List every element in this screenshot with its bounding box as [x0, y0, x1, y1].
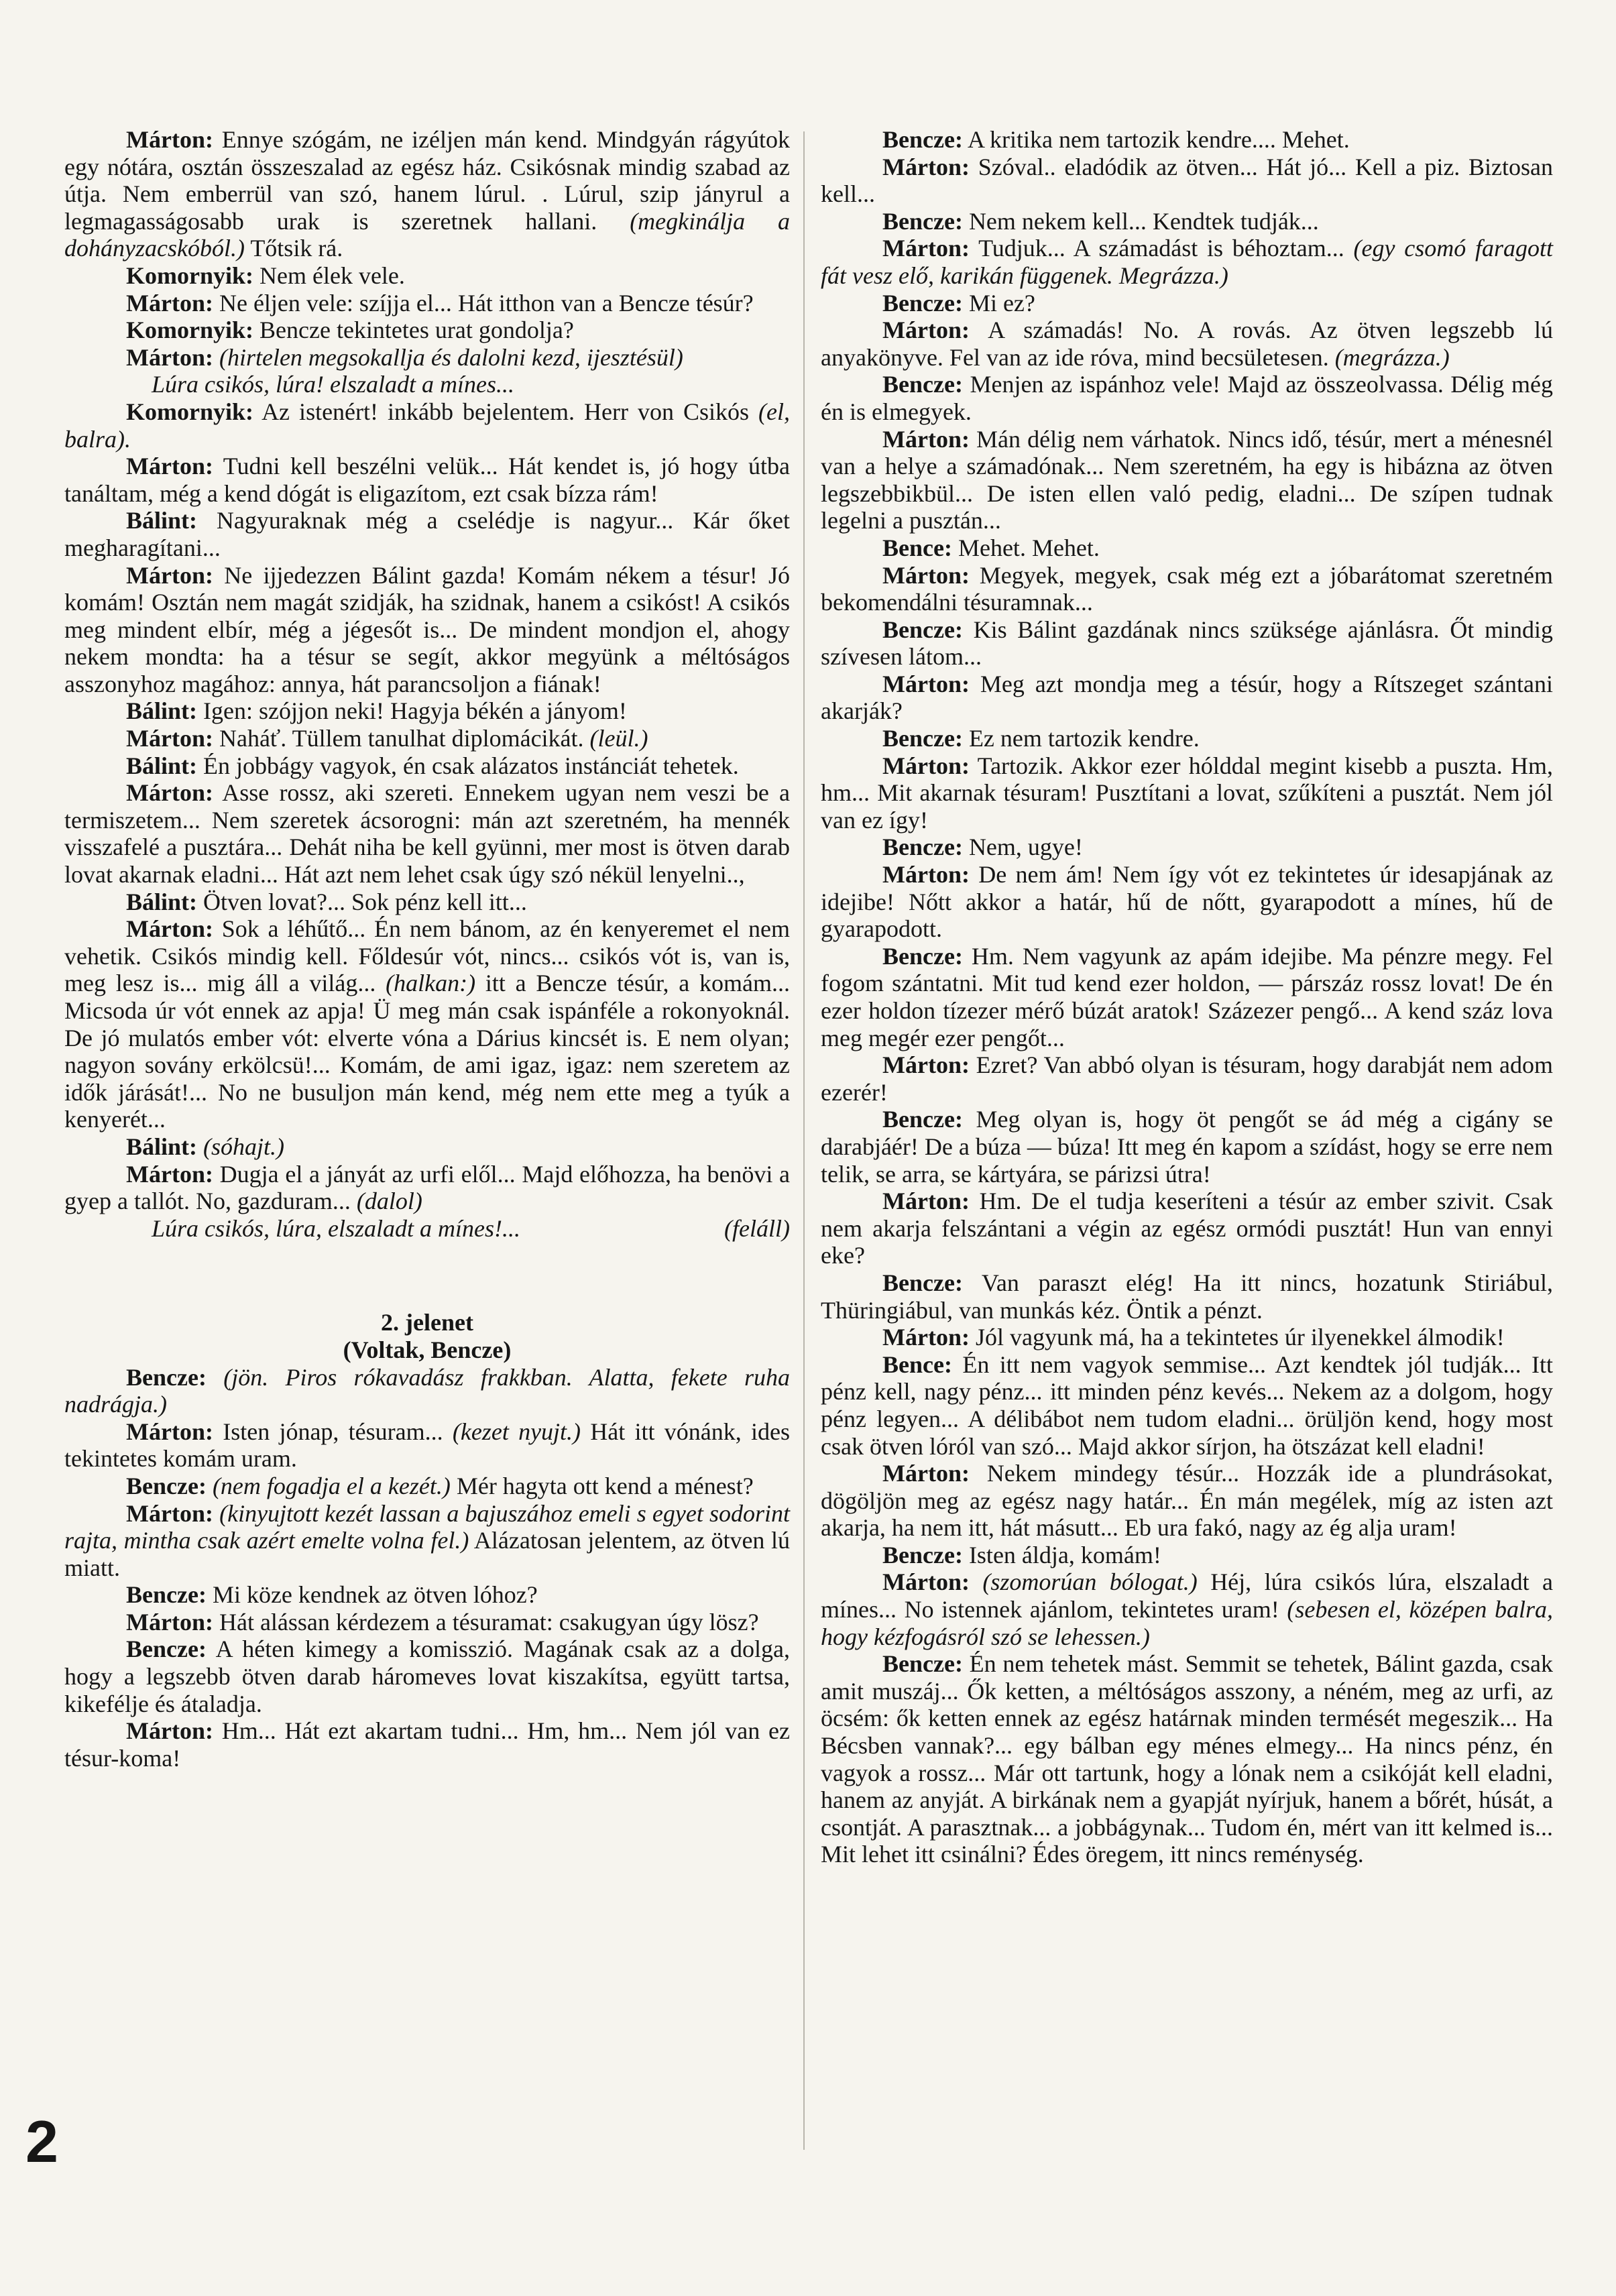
- dialogue-text: Meg olyan is, hogy öt pengőt se ád még a cigány se darabjáér! De a búza — búza! Itt meg én kapom a szídást, hogy se erre nem telik, se arra, se kártyára, se párizsi útra!: [821, 1106, 1553, 1188]
- dialogue-text: Hát alássan kérdezem a tésuramat: csakugyan úgy lösz?: [219, 1608, 759, 1635]
- speaker-name: Bencze:: [882, 289, 963, 317]
- dialogue-line: [821, 616, 1553, 671]
- speaker-name: Bencze:: [126, 1581, 207, 1609]
- stage-direction: (megrázza.): [1334, 343, 1450, 371]
- dialogue-text: Nem élek vele.: [259, 262, 405, 289]
- dialogue-text: Tartozik. Akkor ezer hólddal megint kisebb a puszta. Hm, hm... Mit akarnak tésuram! Pusztítani a lovat, szűkíteni a pusztát. Nem jól van ez így!: [821, 752, 1553, 834]
- speaker-name: Bálint:: [126, 752, 198, 779]
- dialogue-line: [64, 888, 790, 916]
- dialogue-line: [64, 317, 790, 344]
- dialogue-text: Menjen az ispánhoz vele! Majd az összeolvassa. Délig még én is elmegyek.: [821, 371, 1553, 425]
- dialogue-text: Jól vagyunk má, ha a tekintetes úr ilyenekkel álmodik!: [975, 1324, 1505, 1351]
- dialogue-text: A kritika nem tartozik kendre.... Mehet.: [967, 126, 1350, 153]
- dialogue-line: [821, 752, 1553, 834]
- speaker-name: Márton:: [882, 235, 970, 262]
- left-column: [64, 126, 790, 1772]
- dialogue-line: [64, 398, 790, 453]
- dialogue-line: [821, 562, 1553, 616]
- speaker-name: Bencze:: [882, 126, 963, 153]
- speaker-name: Márton:: [126, 126, 213, 153]
- speaker-name: Bencze:: [882, 207, 963, 235]
- speaker-name: Márton:: [882, 1324, 970, 1351]
- speaker-name: Komornyik:: [126, 262, 254, 289]
- dialogue-line: [821, 371, 1553, 425]
- speaker-name: Márton:: [126, 289, 213, 317]
- dialogue-line: [64, 126, 790, 262]
- dialogue-line: [821, 671, 1553, 725]
- dialogue-line: [64, 915, 790, 1133]
- stage-direction: (kinyujtott kezét lassan a bajuszához emeli s egyet sodorint rajta, mintha csak azért emelte volna fel.): [64, 1499, 791, 1554]
- dialogue-text: Ne éljen vele: szíjja el... Hát itthon van a Bencze tésúr?: [219, 289, 754, 317]
- dialogue-text: Nem, ugye!: [968, 834, 1083, 861]
- dialogue-text: Én jobbágy vagyok, én csak alázatos instánciát tehetek.: [203, 752, 739, 779]
- dialogue-line: [821, 154, 1553, 208]
- speaker-name: Bencze:: [882, 1106, 963, 1133]
- dialogue-text: Hm. Nem vagyunk az apám idejibe. Ma pénzre megy. Fel fogom szántatni. Mit tud kend ezer holdon, — párszáz rossz lovat! De én ezer holdon tízezer mérő búzát aratok! Százezer pengő... A kend száz lova meg megér ezer pengőt...: [821, 942, 1553, 1051]
- speaker-name: Márton:: [126, 725, 213, 752]
- speaker-name: Márton:: [126, 779, 213, 807]
- speaker-name: Márton:: [126, 915, 213, 943]
- stage-direction: (sebesen el, középen balra, hogy kézfogásról szó se lehessen.): [821, 1596, 1553, 1650]
- dialogue-text: Én nem tehetek mást. Semmit se tehetek, Bálint gazda, csak amit muszáj... Ők ketten, a méltóságos asszony, a néném, meg az urfi, az öcsém: ők ketten ennek az egész határnak minden termését megeszik... Ha Bécsben vannak?... egy bálban egy ménes elmegy... Ha nincs pénz, én vagyok a rossz... Már ott tartunk, hogy a lónak nem a csikóját kell eladni, hanem az anyját. A birkának nem a gyapját nyírjuk, hanem a bőrét, húsát, a csontját. A parasztnak... a jobbágynak... Tudom én, mért van itt kelmed is... Mit lehet itt csinálni? Édes öregem, itt nincs reménység.: [821, 1650, 1553, 1868]
- dialogue-line: [821, 1542, 1553, 1569]
- dialogue-line: [821, 290, 1553, 317]
- speaker-name: Bencze:: [882, 942, 963, 970]
- dialogue-text: A számadás! No. A rovás. Az ötven legszebb lú anyakönyve. Fel van az ide róva, mind becsületesen.: [821, 317, 1554, 371]
- stage-direction: (kezet nyujt.): [452, 1418, 581, 1445]
- speaker-name: Márton:: [882, 561, 970, 589]
- speaker-name: Bálint:: [126, 888, 198, 915]
- stage-direction: (sóhajt.): [203, 1133, 285, 1160]
- speaker-name: Márton:: [882, 861, 970, 888]
- speaker-name: Márton:: [882, 153, 970, 180]
- column-rule: [803, 131, 805, 2150]
- stage-direction: (megkinálja a dohányzacskóból.): [64, 207, 791, 262]
- dialogue-text: Szóval.. eladódik az ötven... Hát jó... Kell a piz. Biztosan kell...: [821, 153, 1554, 208]
- speaker-name: Bencze:: [882, 616, 963, 643]
- dialogue-text: Igen: szójjon neki! Hagyja békén a jányom!: [203, 697, 627, 725]
- speaker-name: Márton:: [126, 343, 213, 371]
- speaker-name: Márton:: [126, 561, 213, 589]
- dialogue-line: [821, 1650, 1553, 1868]
- speaker-name: Bence:: [882, 534, 952, 561]
- speaker-name: Márton:: [882, 425, 970, 453]
- dialogue-text: Meg azt mondja meg a tésúr, hogy a Rítszeget szántani akarják?: [821, 670, 1553, 725]
- dialogue-line: [821, 317, 1553, 371]
- dialogue-line: [64, 779, 790, 888]
- dialogue-text: Nagyuraknak még a cselédje is nagyur... Kár őket megharagítani...: [64, 507, 790, 561]
- speaker-name: Bálint:: [126, 697, 198, 725]
- speaker-name: Bálint:: [126, 1133, 198, 1160]
- dialogue-text: Az istenért! inkább bejelentem. Herr von Csikós: [262, 398, 750, 425]
- speaker-name: Márton:: [126, 1717, 213, 1745]
- dialogue-text: Tőtsik rá.: [250, 235, 343, 262]
- dialogue-text: Tudjuk... A számadást is béhoztam...: [978, 235, 1344, 262]
- song-text: Lúra csikós, lúra, elszaladt a mínes!...: [152, 1214, 521, 1242]
- stage-direction: (leül.): [589, 725, 648, 752]
- dialogue-line: [64, 1581, 790, 1609]
- dialogue-text: Mehet. Mehet.: [958, 534, 1100, 561]
- dialogue-line: [64, 1133, 790, 1161]
- dialogue-line: [821, 1324, 1553, 1351]
- speaker-name: Bence:: [882, 1351, 952, 1378]
- speaker-name: Márton:: [882, 1188, 970, 1215]
- dialogue-line: [821, 725, 1553, 752]
- dialogue-text: itt a Bencze tésúr, a komám... Micsoda úr vót ennek az apja! Ü meg mán csak ispánféle a rokonyoknál. De jó mulatós ember vót: elverte vóna a Dárius kincsét is. E nem olyan; nagyon sovány erkölcsü!... Komám, de ami igaz, igaz: nem szeretem az idők járását!... No ne busuljon mán kend, még nem ette meg a tyúk a kenyerét...: [64, 970, 790, 1133]
- dialogue-line: [64, 725, 790, 752]
- dialogue-line: [821, 1051, 1553, 1106]
- speaker-name: Komornyik:: [126, 317, 254, 344]
- dialogue-line: [64, 562, 790, 698]
- speaker-name: Bencze:: [126, 1472, 207, 1499]
- dialogue-line: [64, 1473, 790, 1500]
- dialogue-text: Megyek, megyek, csak még ezt a jóbarátomat szeretném bekomendálni tésuramnak...: [821, 561, 1553, 616]
- stage-direction: (egy csomó faragott fát vesz elő, karikán függenek. Megrázza.): [821, 235, 1553, 289]
- speaker-name: Márton:: [882, 317, 970, 344]
- speaker-name: Bencze:: [882, 1269, 963, 1296]
- dialogue-text: Én itt nem vagyok semmise... Azt kendtek jól tudják... Itt pénz kell, nagy pénz... itt minden pénz kevés... Nekem az a dolgom, hogy pénz legyen... A délibábot nem tudom eladni... örüljön kend, hogy most csak ötven lóról van szó... Majd akkor sírjon, ha ötszázat kell eladni!: [821, 1351, 1553, 1460]
- dialogue-line: [821, 861, 1553, 943]
- dialogue-text: Naháť. Tüllem tanulhat diplomácikát.: [219, 725, 584, 752]
- song-line: [64, 1215, 790, 1243]
- speaker-name: Márton:: [126, 1608, 213, 1635]
- speaker-name: Bencze:: [126, 1635, 207, 1663]
- dialogue-line: [64, 1609, 790, 1636]
- stage-direction: (szomorúan bólogat.): [982, 1568, 1198, 1596]
- dialogue-line: [64, 1717, 790, 1772]
- dialogue-line: [64, 453, 790, 507]
- dialogue-text: Ne ijjedezzen Bálint gazda! Komám nékem a tésur! Jó komám! Osztán nem magát szidják, ha szidnak, hanem a csikóst! A csikós meg mindent elbír, még a jégesőt is... De mindent mondjon el, ahogy nekem mondta: ha a tésur se segít, akkor megyünk a méltóságos asszonyhoz magához: annya, hát parancsoljon a fiának!: [64, 561, 790, 697]
- stage-direction: (halkan:): [386, 970, 476, 997]
- dialogue-line: [821, 943, 1553, 1051]
- dialogue-line: [821, 1460, 1553, 1542]
- dialogue-text: Nem nekem kell... Kendtek tudják...: [968, 207, 1319, 235]
- dialogue-text: Ötven lovat?... Sok pénz kell itt...: [203, 888, 527, 915]
- dialogue-line: [821, 208, 1553, 235]
- page-number: 2: [25, 2108, 58, 2175]
- stage-direction: (dalol): [356, 1188, 422, 1215]
- dialogue-text: Ezret? Van abbó olyan is tésuram, hogy darabját nem adom ezerér!: [821, 1051, 1554, 1106]
- dialogue-text: Mi köze kendnek az ötven lóhoz?: [212, 1581, 538, 1609]
- dialogue-text: Nekem mindegy tésúr... Hozzák ide a plundrásokat, dögöljön meg az egész nagy határ... Én mán megélek, míg az isten azt akarja, ha nem itt, hát másutt... Eb ura fakó, nagy az ég alja uram!: [821, 1460, 1553, 1542]
- dialogue-line: [64, 1161, 790, 1215]
- dialogue-text: Van paraszt elég! Ha itt nincs, hozatunk Stiriábul, Thüringiábul, van munkás kéz. Öntik a pénzt.: [821, 1269, 1553, 1324]
- stage-direction: (hirtelen megsokallja és dalolni kezd, ijesztésül): [219, 343, 683, 371]
- dialogue-text: De nem ám! Nem így vót ez tekintetes úr idesapjának az idejibe! Nőtt akkor a határ, hű de nőtt, gyarapodott a mínes, hű de gyarapodott.: [821, 861, 1553, 943]
- dialogue-text: Isten jónap, tésuram...: [223, 1418, 443, 1445]
- speaker-name: Márton:: [882, 1051, 970, 1079]
- speaker-name: Bencze:: [882, 1650, 963, 1678]
- dialogue-text: Hát itt vónánk, ides tekintetes komám uram.: [64, 1418, 790, 1473]
- dialogue-line: [821, 126, 1553, 154]
- dialogue-line: [64, 1364, 790, 1418]
- speaker-name: Bálint:: [126, 507, 198, 534]
- speaker-name: Komornyik:: [126, 398, 254, 425]
- song-line: [64, 371, 790, 398]
- speaker-name: Márton:: [882, 752, 970, 779]
- dialogue-text: Sok a léhűtő... Én nem bánom, az én kenyeremet el nem vehetik. Csikós mindig kell. Főldesúr vót, nincs... csikós vót is, van is, meg lesz is... mig áll a világ...: [64, 915, 790, 997]
- dialogue-line: [64, 752, 790, 780]
- dialogue-line: [64, 697, 790, 725]
- dialogue-text: Ennye szógám, ne izéljen mán kend. Mindgyán rágyútok egy nótára, osztán összeszalad az egész ház. Csikósnak mindig szabad az útja. Nem emberrül van szó, hanem lúrul. . Lúrul, szip jányrul a legmagasságosabb urak is szeretnek hallani.: [64, 126, 790, 235]
- dialogue-text: Hm. De el tudja keseríteni a tésúr az ember szivit. Csak nem akarja felszántani a végin az egész ormódi pusztát! Hun van ennyi eke?: [821, 1188, 1554, 1269]
- speaker-name: Bencze:: [882, 371, 963, 398]
- speaker-name: Bencze:: [126, 1363, 207, 1391]
- speaker-name: Márton:: [126, 1499, 213, 1527]
- dialogue-line: [821, 1106, 1553, 1188]
- dialogue-text: Ez nem tartozik kendre.: [968, 725, 1200, 752]
- dialogue-line: [64, 507, 790, 561]
- dialogue-text: Isten áldja, komám!: [968, 1541, 1161, 1568]
- dialogue-line: [64, 1418, 790, 1473]
- dialogue-line: [64, 344, 790, 371]
- speaker-name: Márton:: [126, 1160, 213, 1188]
- dialogue-line: [64, 262, 790, 290]
- dialogue-line: [821, 1188, 1553, 1269]
- speaker-name: Márton:: [882, 670, 970, 697]
- dialogue-text: Kis Bálint gazdának nincs szüksége ajánlásra. Őt mindig szívesen látom...: [821, 616, 1554, 671]
- dialogue-line: [821, 834, 1553, 861]
- dialogue-line: [821, 426, 1553, 534]
- dialogue-line: [64, 1500, 790, 1582]
- dialogue-text: Tudni kell beszélni velük... Hát kendet is, jó hogy útba tanáltam, még a kend dógát is eligazítom, ezt csak bízza rám!: [64, 453, 790, 507]
- scene-heading: 2. jelenet: [381, 1309, 473, 1336]
- dialogue-line: [64, 290, 790, 317]
- dialogue-text: Alázatosan jelentem, az ötven lú miatt.: [64, 1527, 791, 1581]
- dialogue-line: [821, 1351, 1553, 1460]
- speaker-name: Márton:: [882, 1460, 970, 1487]
- speaker-name: Bencze:: [882, 725, 963, 752]
- dialogue-text: A héten kimegy a komisszió. Magának csak az a dolga, hogy a legszebb ötven darab háromeves lovat kiszakítsa, együtt tartsa, kikefélje és átaladja.: [64, 1635, 791, 1717]
- song-text: Lúra csikós, lúra! elszaladt a mínes...: [152, 371, 515, 398]
- dialogue-line: [821, 1568, 1553, 1650]
- dialogue-text: Mán délig nem várhatok. Nincs idő, tésúr, mert a ménesnél van a helye a számadónak... Nem szeretném, ha egy is hibázna az ötven legszebbikbül... De isten ellen való pedig, eladni... De szípen tudnak legelni a pusztán...: [821, 425, 1554, 534]
- speaker-name: Márton:: [126, 1418, 213, 1445]
- stage-direction: (feláll): [724, 1214, 790, 1242]
- speaker-name: Bencze:: [882, 834, 963, 861]
- stage-direction: (nem fogadja el a kezét.): [212, 1472, 451, 1499]
- speaker-name: Márton:: [882, 1568, 970, 1596]
- speaker-name: Bencze:: [882, 1541, 963, 1568]
- dialogue-line: [821, 1269, 1553, 1324]
- dialogue-text: Héj, lúra csikós lúra, elszaladt a mínes... No istennek ajánlom, tekintetes uram!: [821, 1568, 1554, 1623]
- dialogue-text: Hm... Hát ezt akartam tudni... Hm, hm... Nem jól van ez tésur-koma!: [64, 1717, 790, 1772]
- dialogue-text: Bencze tekintetes urat gondolja?: [259, 317, 574, 344]
- dialogue-line: [64, 1635, 790, 1717]
- stage-direction: (el, balra).: [64, 398, 791, 453]
- right-column: [821, 126, 1553, 1868]
- dialogue-text: Asse rossz, aki szereti. Ennekem ugyan nem veszi be a termiszetem... Nem szeretek ácsorogni: mán azt szeretném, ha mennék visszafelé a pusztára... Dehát niha be kell gyünni, mer most is ötven darab lovat akarnak eladni... Hát azt nem lehet csak úgy szó nékül lenyelni..,: [64, 779, 791, 888]
- dialogue-line: [821, 534, 1553, 562]
- dialogue-text: Mér hagyta ott kend a ménest?: [456, 1472, 754, 1499]
- dialogue-text: Mi ez?: [968, 289, 1035, 317]
- scene-cast: (Voltak, Bencze): [343, 1336, 512, 1363]
- dialogue-text: Dugja el a jányát az urfi elől... Majd előhozza, ha benövi a gyep a tallót. No, gazduram...: [64, 1160, 790, 1215]
- stage-direction: (jön. Piros rókavadász frakkban. Alatta, fekete ruha nadrágja.): [64, 1363, 790, 1418]
- dialogue-line: [821, 235, 1553, 289]
- speaker-name: Márton:: [126, 453, 213, 480]
